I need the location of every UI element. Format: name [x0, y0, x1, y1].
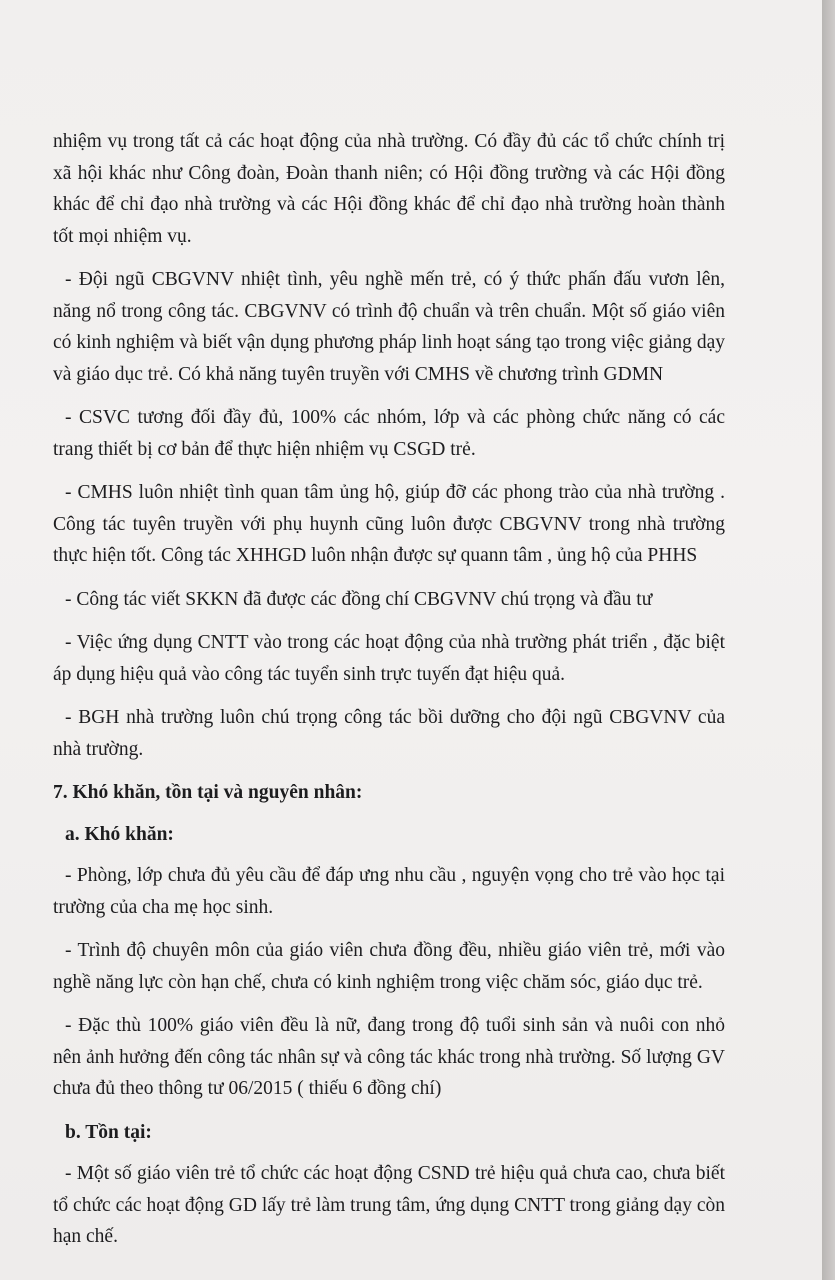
- subsection-b-heading: b. Tồn tại:: [65, 1121, 152, 1143]
- document-body: [53, 126, 725, 1265]
- paragraph-parents: - CMHS luôn nhiệt tình quan tâm ủng hộ, giúp đỡ các phong trào của nhà trường . Công tác tuyên truyền với phụ huynh cũng luôn được CBGVNV trong nhà trường thực hiện tốt. Công tác XHHGD luôn nhận được sự quann tâm , ủng hộ của PHHS: [53, 482, 725, 566]
- section-7-heading: 7. Khó khăn, tồn tại và nguyên nhân:: [53, 782, 363, 803]
- paragraph-continuation: nhiệm vụ trong tất cả các hoạt động của nhà trường. Có đầy đủ các tổ chức chính trị xã hội khác như Công đoàn, Đoàn thanh niên; có Hội đồng trường và các Hội đồng khác để chỉ đạo nhà trường và các Hội đồng khác để chỉ đạo nhà trường hoàn thành tốt mọi nhiệm vụ.: [53, 131, 725, 247]
- difficulty-item: - Phòng, lớp chưa đủ yêu cầu để đáp ưng nhu cầu , nguyện vọng cho trẻ vào học tại trường của cha mẹ học sinh.: [53, 865, 725, 918]
- subsection-a-heading: a. Khó khăn:: [65, 823, 174, 845]
- paragraph-staff: - Đội ngũ CBGVNV nhiệt tình, yêu nghề mến trẻ, có ý thức phấn đấu vươn lên, năng nổ trong công tác. CBGVNV có trình độ chuẩn và trên chuẩn. Một số giáo viên có kinh nghiệm và biết vận dụng phương pháp linh hoạt sáng tạo trong việc giảng dạy và giáo dục trẻ. Có khả năng tuyên truyền với CMHS về chương trình GDMN: [53, 269, 725, 385]
- paragraph-training: - BGH nhà trường luôn chú trọng công tác bồi dưỡng cho đội ngũ CBGVNV của nhà trường.: [53, 707, 725, 760]
- paragraph-skkn: - Công tác viết SKKN đã được các đồng chí CBGVNV chú trọng và đầu tư: [65, 588, 653, 610]
- difficulty-item: - Đặc thù 100% giáo viên đều là nữ, đang trong độ tuổi sinh sản và nuôi con nhỏ nên ảnh hưởng đến công tác nhân sự và công tác khác trong nhà trường. Số lượng GV chưa đủ theo thông tư 06/2015 ( thiếu 6 đồng chí): [53, 1015, 725, 1099]
- shortcoming-item: - Một số giáo viên trẻ tổ chức các hoạt động CSND trẻ hiệu quả chưa cao, chưa biết tổ chức các hoạt động GD lấy trẻ làm trung tâm, ứng dụng CNTT trong giảng dạy còn hạn chế.: [53, 1163, 725, 1247]
- page-edge-shadow: [822, 0, 835, 1280]
- difficulty-item: - Trình độ chuyên môn của giáo viên chưa đồng đều, nhiều giáo viên trẻ, mới vào nghề năng lực còn hạn chế, chưa có kinh nghiệm trong việc chăm sóc, giáo dục trẻ.: [53, 940, 725, 993]
- paragraph-it: - Việc ứng dụng CNTT vào trong các hoạt động của nhà trường phát triển , đặc biệt áp dụng hiệu quả vào công tác tuyển sinh trực tuyến đạt hiệu quả.: [53, 632, 725, 685]
- paragraph-facilities: - CSVC tương đối đầy đủ, 100% các nhóm, lớp và các phòng chức năng có các trang thiết bị cơ bản để thực hiện nhiệm vụ CSGD trẻ.: [53, 407, 725, 460]
